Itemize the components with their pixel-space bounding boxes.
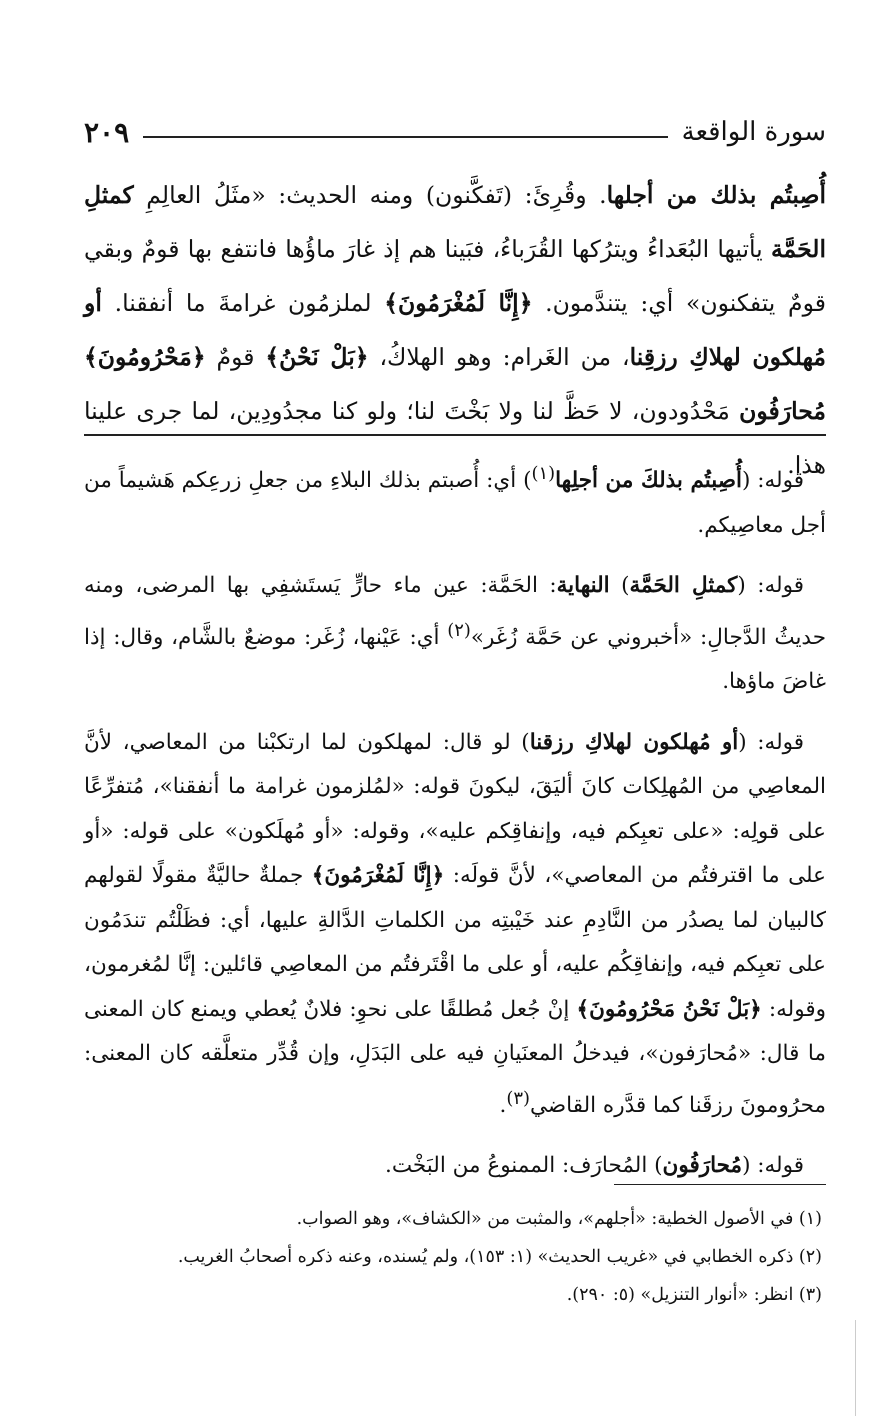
commentary-text: أي: عَيْنها، زُغَر: موضعٌ بالشَّام، وقال: إذا غاضَ ماؤها. <box>84 624 826 695</box>
page-header <box>84 110 826 154</box>
commentary-text: ) <box>609 573 630 599</box>
main-bold-phrase: أُصِبتُم بذلك من أجلها <box>606 181 827 209</box>
commentary <box>84 452 826 1205</box>
main-text-segment: . وقُرِئَ: (تَفكَّنون) ومنه الحديث: «مثَلُ العالِمِ <box>133 181 607 209</box>
header-rule <box>143 136 668 138</box>
quran-quote: ﴿مَحْرُومُونَ﴾ <box>84 343 206 371</box>
commentary-text: قوله: ( <box>737 573 804 599</box>
commentary-lemma: أُصِبتُم بذلكَ من أجلِها <box>555 468 742 494</box>
quran-quote: ﴿إِنَّا لَمُغْرَمُونَ﴾ <box>311 863 445 889</box>
quran-quote: ﴿إِنَّا لَمُغْرَمُونَ﴾ <box>384 289 533 317</box>
footnote-rule <box>614 1184 826 1185</box>
commentary-text: ) لو قال: لمهلكون لما ارتكبْنا من المعاصي، لأنَّ المعاصِي من المُهلِكات كانَ أليَقَ، ليكونَ قوله: «لمُلزمون غرامة ما أنفقنا»، مُتفرِّعًا على قولِه: «على تعبِكم فيه، وإنفاقِكم عليه»، وقوله: «أو مُهلَكون» على قوله: «أو على ما اقترفتُم من المعاصي»، لأنَّ قولَه: <box>84 729 826 889</box>
commentary-text: قوله: ( <box>742 1153 804 1179</box>
main-bold-phrase: أو مُهلكون لهلاكِ رزقِنا <box>84 289 826 371</box>
main-text-segment: لملزمُون غرامةَ ما أنفقنا. <box>101 289 385 317</box>
main-bold-phrase: مُحارَفُون <box>739 397 826 425</box>
surah-title: سورة الواقعة <box>681 117 826 147</box>
footnotes <box>84 1200 826 1314</box>
commentary-lemma: مُحارَفُون <box>662 1153 743 1179</box>
commentary-text: . <box>499 1092 507 1118</box>
main-text-segment: يأتيها البُعَداءُ ويترُكها القُرَباءُ، فبَينا هم إذ غارَ ماؤُها فانتفع بها قومٌ وبقي قومٌ يتفكنون» أي: يتندَّمون. <box>84 235 826 317</box>
main-text-segment: ، من الغَرام: وهو الهلاكُ، <box>368 343 630 371</box>
page-number: ٢٠٩ <box>84 115 130 149</box>
commentary-text: إنْ جُعل مُطلقًا على نحوِ: فلانٌ يُعطي ويمنع كان المعنى ما قال: «مُحارَفون»، فيدخلُ المعنَيانِ فيه على البَدَلِ، وإن قُدِّر متعلَّقه كان المعنى: محرُومونَ رزقَنا كما قدَّره القاضي <box>84 996 826 1118</box>
main-bold-phrase: كمثلِ الحَمَّة <box>84 181 826 263</box>
footnote: (٢) ذكره الخطابي في «غريب الحديث» (١: ١٥٣)، ولم يُسنده، وعنه ذكره أصحابُ الغريب. <box>177 1247 822 1267</box>
footnote-ref: (٢) <box>447 619 471 641</box>
main-text-segment: قومٌ <box>205 343 266 371</box>
commentary-paragraph <box>84 721 826 1129</box>
quran-quote: ﴿بَلْ نَحْنُ مَحْرُومُونَ﴾ <box>576 996 762 1022</box>
commentary-paragraph <box>84 452 826 548</box>
commentary-text: قوله: ( <box>741 468 804 494</box>
commentary-text: : الحَمَّة: عين ماء حارٍّ يَستَشفِي بها المرضى، ومنه حديثُ الدَّجالِ: «أخبروني عن حَمَّة زُغَر» <box>84 573 826 650</box>
text-separator <box>84 434 826 436</box>
commentary-paragraph <box>84 564 826 705</box>
commentary-lemma: أو مُهلكون لهلاكِ رزقنا <box>529 729 739 755</box>
main-text-segment: مَحْدُودون، لا حَظَّ لنا ولا بَخْتَ لنا؛ ولو كنا مجدُودِين، لما جرى علينا هذا. <box>84 397 826 479</box>
footnote-ref: (٣) <box>506 1087 530 1109</box>
main-text <box>84 168 826 492</box>
footnote: (٣) انظر: «أنوار التنزيل» (٥: ٢٩٠). <box>566 1285 822 1305</box>
commentary-text: قوله: ( <box>738 729 805 755</box>
commentary-text: ) أي: أُصبتم بذلك البلاءِ من جعلِ زرعِكم هَشيماً من أجل معاصِيكم. <box>84 468 826 538</box>
commentary-lemma: كمثلِ الحَمَّة <box>629 573 738 599</box>
scan-edge-line <box>855 1320 856 1416</box>
footnote-ref: (١) <box>531 463 556 484</box>
source-name: النهاية <box>556 573 610 599</box>
quran-quote: ﴿بَلْ نَحْنُ﴾ <box>265 343 369 371</box>
commentary-paragraph <box>84 1144 826 1189</box>
commentary-text: ) المُحارَف: الممنوعُ من البَخْت. <box>384 1153 663 1179</box>
commentary-text: جملةٌ حاليَّةٌ مقولًا لقولهم كالبيان لما يصدُر من النَّادِمِ عند خَيْبتِه من الكلماتِ الدَّالةِ عليها، أي: فظَلْتُم تندَمُون على تعبِكم فيه، وإنفاقِكُم عليه، أو على ما اقْتَرفتُم من المعاصِي قائلين: إنَّا لمُغرمون، وقوله: <box>84 863 826 1022</box>
footnote: (١) في الأصول الخطية: «أجلهم»، والمثبت من «الكشاف»، وهو الصواب. <box>296 1209 822 1229</box>
